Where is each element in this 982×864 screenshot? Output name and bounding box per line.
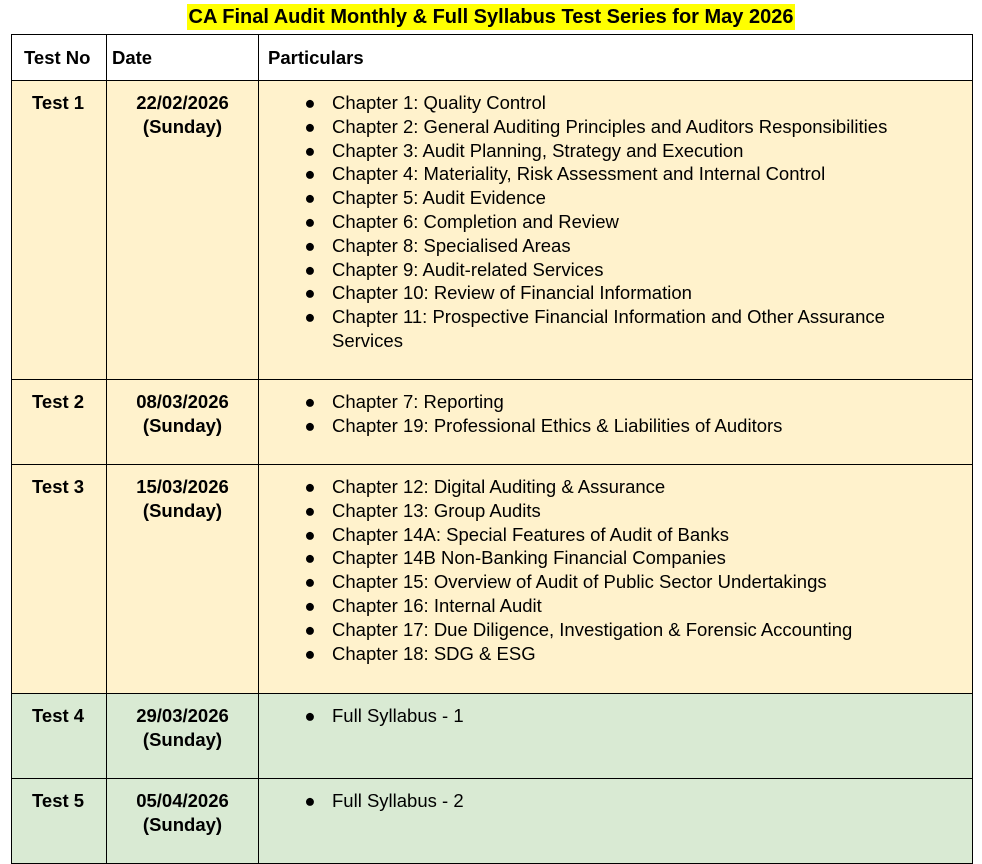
- list-item: [259, 523, 960, 547]
- list-item: [259, 281, 960, 305]
- bullet-icon: ●: [304, 618, 316, 640]
- date-value: 15/03/2026: [136, 476, 229, 497]
- date-cell: [107, 465, 259, 694]
- chapter-label: Chapter 10: Review of Financial Information: [332, 282, 692, 304]
- bullet-icon: ●: [304, 705, 316, 726]
- particulars-cell: [259, 81, 973, 380]
- chapter-label: Chapter 17: Due Diligence, Investigation & Forensic Accounting: [332, 618, 853, 640]
- list-item: [259, 789, 960, 813]
- day-value: (Sunday): [142, 115, 223, 137]
- bullet-icon: ●: [304, 476, 316, 497]
- list-item: [259, 115, 960, 139]
- list-item: [259, 414, 960, 438]
- table-row: [12, 779, 973, 864]
- date-cell: [107, 694, 259, 779]
- date-value: 29/03/2026: [136, 705, 229, 726]
- bullet-icon: ●: [304, 282, 316, 304]
- table-row: [12, 380, 973, 465]
- list-item: [259, 618, 960, 642]
- chapter-list: [259, 91, 960, 353]
- header-date: Date: [107, 35, 259, 81]
- chapter-label: Chapter 1: Quality Control: [332, 92, 546, 113]
- list-item: [259, 139, 960, 163]
- table-header-row: [12, 35, 973, 81]
- list-item: [259, 91, 960, 115]
- bullet-icon: ●: [304, 115, 316, 137]
- page-title: CA Final Audit Monthly & Full Syllabus Test Series for May 2026: [188, 6, 794, 28]
- bullet-icon: ●: [304, 163, 316, 185]
- chapter-list: [259, 704, 960, 728]
- particulars-cell: [259, 779, 973, 864]
- chapter-list: [259, 475, 960, 665]
- test-no-cell: Test 5: [12, 779, 107, 864]
- list-item: [259, 305, 960, 353]
- particulars-cell: [259, 694, 973, 779]
- bullet-icon: ●: [304, 306, 316, 328]
- day-value: (Sunday): [142, 499, 223, 521]
- table-row: [12, 694, 973, 779]
- chapter-label: Chapter 9: Audit-related Services: [332, 258, 604, 280]
- list-item: [259, 704, 960, 728]
- list-item: [259, 546, 960, 570]
- chapter-label: Chapter 14B Non-Banking Financial Companies: [332, 547, 726, 569]
- chapter-label: Chapter 15: Overview of Audit of Public Sector Undertakings: [332, 571, 827, 593]
- list-item: [259, 594, 960, 618]
- list-item: [259, 162, 960, 186]
- chapter-label: Chapter 3: Audit Planning, Strategy and Execution: [332, 139, 744, 161]
- bullet-icon: ●: [304, 234, 316, 256]
- list-item: [259, 475, 960, 499]
- date-cell: [107, 779, 259, 864]
- bullet-icon: ●: [304, 594, 316, 616]
- chapter-label: Chapter 14A: Special Features of Audit of Banks: [332, 523, 729, 545]
- header-test-no: Test No: [12, 35, 107, 81]
- bullet-icon: ●: [304, 187, 316, 209]
- bullet-icon: ●: [304, 642, 316, 664]
- chapter-label: Chapter 13: Group Audits: [332, 499, 541, 521]
- chapter-label: Full Syllabus - 1: [332, 705, 464, 726]
- chapter-label: Chapter 2: General Auditing Principles and Auditors Responsibilities: [332, 115, 888, 137]
- chapter-list: [259, 390, 960, 438]
- bullet-icon: ●: [304, 547, 316, 569]
- date-value: 08/03/2026: [136, 391, 229, 412]
- chapter-label: Chapter 5: Audit Evidence: [332, 187, 546, 209]
- list-item: [259, 499, 960, 523]
- date-value: 22/02/2026: [136, 92, 229, 113]
- chapter-label: Chapter 19: Professional Ethics & Liabilities of Auditors: [332, 414, 783, 436]
- bullet-icon: ●: [304, 210, 316, 232]
- bullet-icon: ●: [304, 139, 316, 161]
- list-item: [259, 210, 960, 234]
- list-item: [259, 390, 960, 414]
- date-value: 05/04/2026: [136, 790, 229, 811]
- bullet-icon: ●: [304, 414, 316, 436]
- test-no-cell: Test 2: [12, 380, 107, 465]
- list-item: [259, 186, 960, 210]
- list-item: [259, 642, 960, 666]
- title-wrap: [0, 4, 982, 30]
- chapter-label: Chapter 7: Reporting: [332, 391, 504, 412]
- bullet-icon: ●: [304, 258, 316, 280]
- chapter-label: Chapter 8: Specialised Areas: [332, 234, 571, 256]
- day-value: (Sunday): [142, 414, 223, 436]
- chapter-label: Full Syllabus - 2: [332, 790, 464, 811]
- list-item: [259, 258, 960, 282]
- chapter-label: Chapter 4: Materiality, Risk Assessment and Internal Control: [332, 163, 826, 185]
- bullet-icon: ●: [304, 391, 316, 412]
- chapter-label: Chapter 18: SDG & ESG: [332, 642, 536, 664]
- list-item: [259, 234, 960, 258]
- chapter-label: Chapter 16: Internal Audit: [332, 594, 542, 616]
- date-cell: [107, 380, 259, 465]
- date-cell: [107, 81, 259, 380]
- bullet-icon: ●: [304, 790, 316, 811]
- chapter-label: Chapter 11: Prospective Financial Information and Other Assurance Services: [332, 306, 885, 351]
- day-value: (Sunday): [142, 728, 223, 750]
- chapter-list: [259, 789, 960, 813]
- bullet-icon: ●: [304, 523, 316, 545]
- chapter-label: Chapter 12: Digital Auditing & Assurance: [332, 476, 666, 497]
- day-value: (Sunday): [142, 813, 223, 835]
- test-no-cell: Test 4: [12, 694, 107, 779]
- bullet-icon: ●: [304, 499, 316, 521]
- test-no-cell: Test 3: [12, 465, 107, 694]
- table-row: [12, 81, 973, 380]
- test-no-cell: Test 1: [12, 81, 107, 380]
- chapter-label: Chapter 6: Completion and Review: [332, 210, 619, 232]
- header-particulars: Particulars: [259, 35, 973, 81]
- test-schedule-table: [11, 34, 973, 864]
- particulars-cell: [259, 380, 973, 465]
- bullet-icon: ●: [304, 92, 316, 113]
- particulars-cell: [259, 465, 973, 694]
- bullet-icon: ●: [304, 571, 316, 593]
- table-row: [12, 465, 973, 694]
- list-item: [259, 570, 960, 594]
